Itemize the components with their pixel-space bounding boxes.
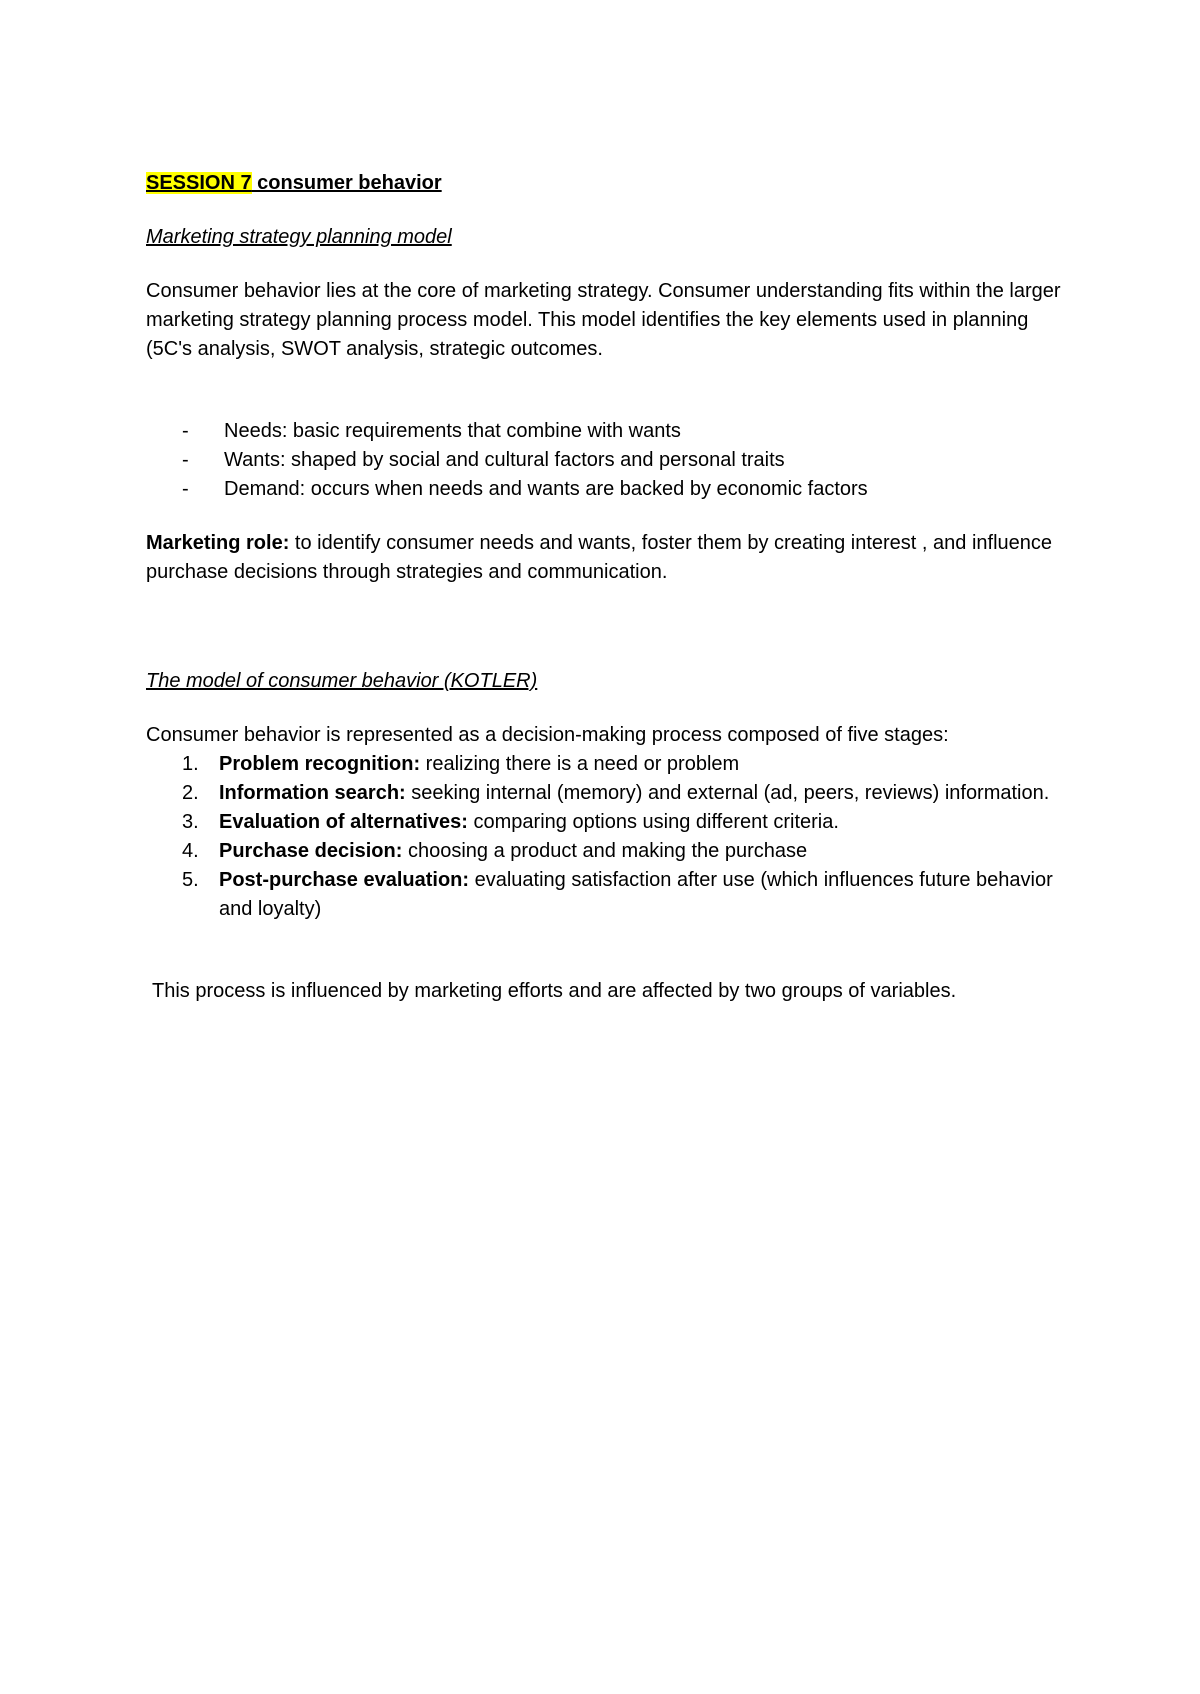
section-heading-kotler-model: The model of consumer behavior (KOTLER) (146, 670, 538, 692)
section-heading-strategy-model: Marketing strategy planning model (146, 226, 452, 248)
list-item-text: Demand: occurs when needs and wants are backed by economic factors (224, 478, 868, 500)
marketing-role-paragraph (146, 529, 1076, 587)
marketing-role-label: Marketing role: (146, 532, 290, 554)
stage-item (146, 808, 1076, 837)
stage-label: Information search: (219, 782, 406, 804)
stage-item (146, 750, 1076, 779)
list-item-text: Needs: basic requirements that combine with wants (224, 420, 681, 442)
title-rest: consumer behavior (251, 172, 442, 194)
stage-label: Evaluation of alternatives: (219, 811, 468, 833)
title-highlight: SESSION 7 (146, 172, 252, 194)
dash-marker: - (182, 449, 189, 471)
dash-marker: - (182, 478, 189, 500)
needs-wants-list (146, 417, 1076, 504)
dash-marker: - (182, 420, 189, 442)
stage-text: comparing options using different criteria. (467, 811, 839, 833)
strategy-paragraph: Consumer behavior lies at the core of marketing strategy. Consumer understanding fits within the larger marketing strategy planning process model. This model identifies the key elements used in planning (5C's analysis, SWOT analysis, strategic outcomes. (146, 280, 1061, 360)
stage-number: 1. (182, 753, 199, 775)
stage-number: 2. (182, 782, 199, 804)
stage-item (146, 779, 1076, 808)
stage-item (146, 866, 1076, 924)
stage-text: seeking internal (memory) and external (ad, peers, reviews) information. (405, 782, 1050, 804)
stage-number: 3. (182, 811, 199, 833)
list-item-demand (146, 475, 1076, 504)
stage-label: Purchase decision: (219, 840, 403, 862)
document-title (146, 169, 1076, 198)
document-page (146, 169, 1076, 1006)
list-item-text: Wants: shaped by social and cultural factors and personal traits (224, 449, 785, 471)
marketing-role-text: to identify consumer needs and wants, foster them by creating interest , and influence purchase decisions through strategies and communication. (146, 532, 1053, 583)
list-item-needs (146, 417, 1076, 446)
stage-item (146, 837, 1076, 866)
stage-number: 4. (182, 840, 199, 862)
kotler-intro: Consumer behavior is represented as a decision-making process composed of five stages: (146, 724, 949, 746)
stage-text: evaluating satisfaction after use (which influences future behavior and loyalty) (219, 869, 1053, 920)
stage-text: choosing a product and making the purchase (402, 840, 808, 862)
closing-paragraph: This process is influenced by marketing efforts and are affected by two groups of variables. (152, 980, 957, 1002)
decision-stages-list (146, 750, 1076, 924)
list-item-wants (146, 446, 1076, 475)
stage-label: Post-purchase evaluation: (219, 869, 470, 891)
stage-text: realizing there is a need or problem (420, 753, 740, 775)
stage-label: Problem recognition: (219, 753, 421, 775)
stage-number: 5. (182, 869, 199, 891)
